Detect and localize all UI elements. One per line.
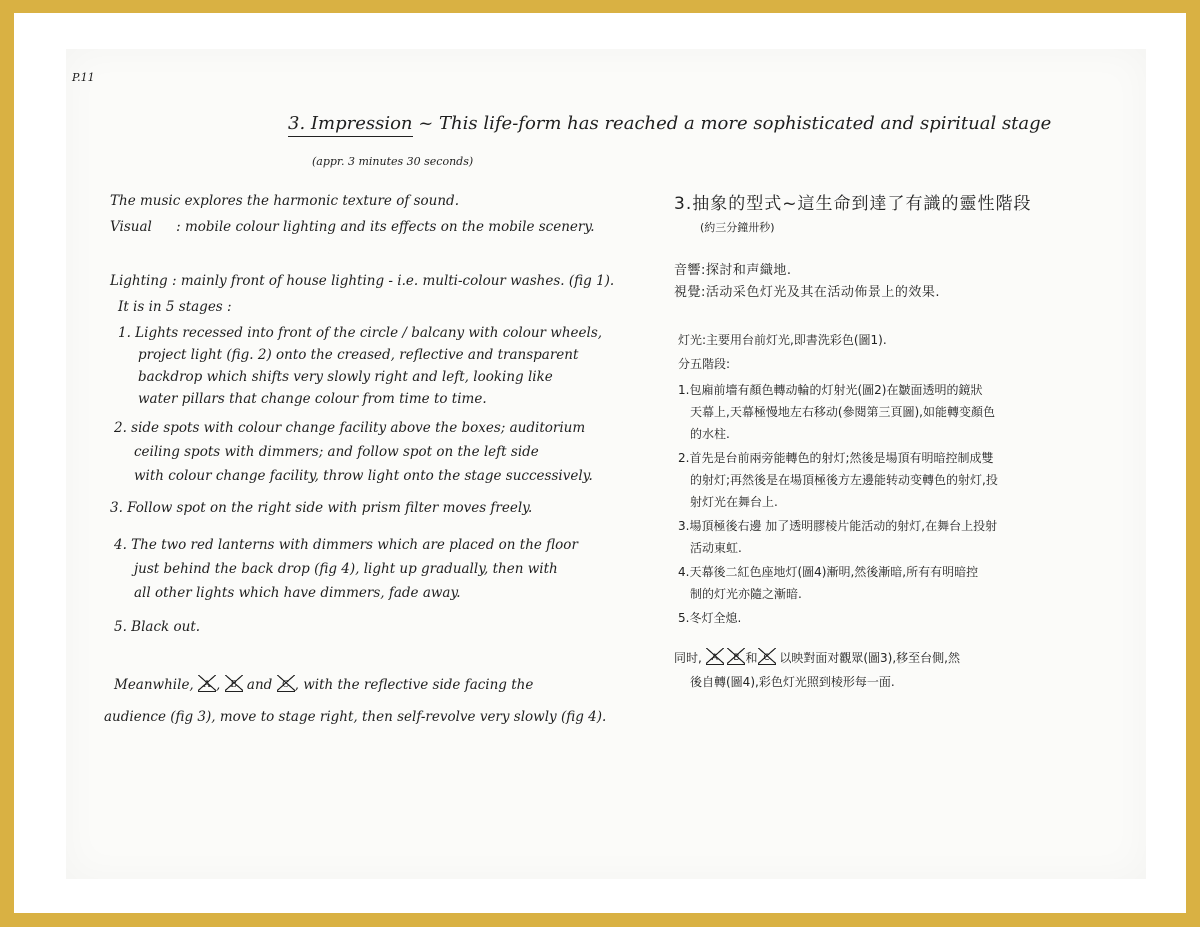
chinese-meanwhile-rest: 以映對面对觀眾(圖3),移至台側,然 <box>779 651 960 665</box>
chinese-s1-line1: 1.包廂前墻有顏色轉动輪的灯射光(圖2)在皺面透明的鏡狀 <box>678 383 983 397</box>
stage1-line3: backdrop which shifts very slowly right and left, looking like <box>138 369 553 385</box>
chinese-s2-line1: 2.首先是台前兩旁能轉色的射灯;然後是場頂有明暗控制成雙 <box>678 451 994 465</box>
stage1-line4: water pillars that change colour from time to time. <box>138 391 487 407</box>
chinese-title: 3.抽象的型式~這生命到達了有識的靈性階段 <box>674 194 1032 214</box>
chinese-triangle-a-icon: A <box>706 648 724 665</box>
english-meanwhile-line1 <box>114 677 533 694</box>
chinese-triangle-c-icon: C <box>758 648 776 665</box>
stage2-line2: ceiling spots with dimmers; and follow spot on the left side <box>134 444 539 460</box>
chinese-duration: (約三分鐘卅秒) <box>700 221 775 234</box>
stage4-line2: just behind the back drop (fig 4), light up gradually, then with <box>134 561 558 577</box>
chinese-visual: 視覺:活动采色灯光及其在活动佈景上的效果. <box>674 285 941 300</box>
stage2-line3: with colour change facility, throw light onto the stage successively. <box>134 468 593 484</box>
stage5-line1: 5. Black out. <box>114 619 201 635</box>
page-number: P.11 <box>72 71 95 84</box>
manuscript-page <box>66 49 1146 879</box>
chinese-meanwhile-line2: 後自轉(圖4),彩色灯光照到棱形每一面. <box>690 675 895 689</box>
chinese-and: 和 <box>745 651 758 665</box>
english-title-number: 3. Impression <box>288 113 413 137</box>
english-stages-intro: It is in 5 stages : <box>118 299 232 315</box>
triangle-a-icon: A <box>198 675 216 692</box>
chinese-s3-line1: 3.場頂極後右邊 加了透明膠棱片能活动的射灯,在舞台上投射 <box>678 519 998 533</box>
meanwhile-rest: , with the reflective side facing the <box>294 677 534 693</box>
and-word: and <box>246 677 273 693</box>
stage4-line1: 4. The two red lanterns with dimmers which are placed on the floor <box>114 537 578 553</box>
gold-frame <box>14 13 1186 913</box>
triangle-c-icon: C <box>277 675 295 692</box>
chinese-music: 音響:探討和声織地. <box>674 263 792 278</box>
triangle-b-icon: B <box>225 675 243 692</box>
english-lighting <box>110 273 614 289</box>
chinese-triangle-b-icon: B <box>727 648 745 665</box>
chinese-meanwhile-line1 <box>674 649 960 667</box>
comma: , <box>216 677 221 693</box>
stage3-line1: 3. Follow spot on the right side with prism filter moves freely. <box>110 500 533 516</box>
chinese-s1-line3: 的水柱. <box>690 427 730 441</box>
chinese-s3-line2: 活动東虹. <box>690 541 742 555</box>
meanwhile-word: Meanwhile, <box>114 677 194 693</box>
english-visual <box>110 219 595 235</box>
chinese-s1-line2: 天幕上,天幕極慢地左右移动(參閱第三頁圖),如能轉变顏色 <box>690 405 995 419</box>
chinese-s4-line2: 制的灯光亦隨之漸暗. <box>690 587 802 601</box>
chinese-s2-line3: 射灯光在舞台上. <box>690 495 778 509</box>
lighting-text: : mainly front of house lighting - i.e. multi-colour washes. (fig 1). <box>172 273 615 289</box>
chinese-stages: 分五階段: <box>678 357 731 371</box>
visual-label: Visual <box>110 219 152 235</box>
english-title-rest: ~ This life-form has reached a more sophisticated and spiritual stage <box>418 113 1052 134</box>
chinese-s4-line1: 4.天幕後二紅色座地灯(圖4)漸明,然後漸暗,所有有明暗控 <box>678 565 979 579</box>
stage1-line2: project light (fig. 2) onto the creased, reflective and transparent <box>138 347 579 363</box>
stage4-line3: all other lights which have dimmers, fade away. <box>134 585 461 601</box>
visual-text: : mobile colour lighting and its effects on the mobile scenery. <box>176 219 595 235</box>
stage1-line1: 1. Lights recessed into front of the circle / balcany with colour wheels, <box>118 325 603 341</box>
stage2-line1: 2. side spots with colour change facility above the boxes; auditorium <box>114 420 586 436</box>
chinese-meanwhile-start: 同时, <box>674 651 702 665</box>
chinese-lighting: 灯光:主要用台前灯光,即書洗彩色(圖1). <box>678 333 887 347</box>
english-meanwhile-line2: audience (fig 3), move to stage right, then self-revolve very slowly (fig 4). <box>104 709 607 725</box>
english-intro: The music explores the harmonic texture of sound. <box>110 193 459 209</box>
chinese-s5-line1: 5.冬灯全熄. <box>678 611 742 625</box>
chinese-s2-line2: 的射灯;再然後是在場頂極後方左邊能转动变轉色的射灯,投 <box>690 473 998 487</box>
lighting-label: Lighting <box>110 273 168 289</box>
english-duration: (appr. 3 minutes 30 seconds) <box>312 155 474 168</box>
english-title <box>288 113 1051 134</box>
